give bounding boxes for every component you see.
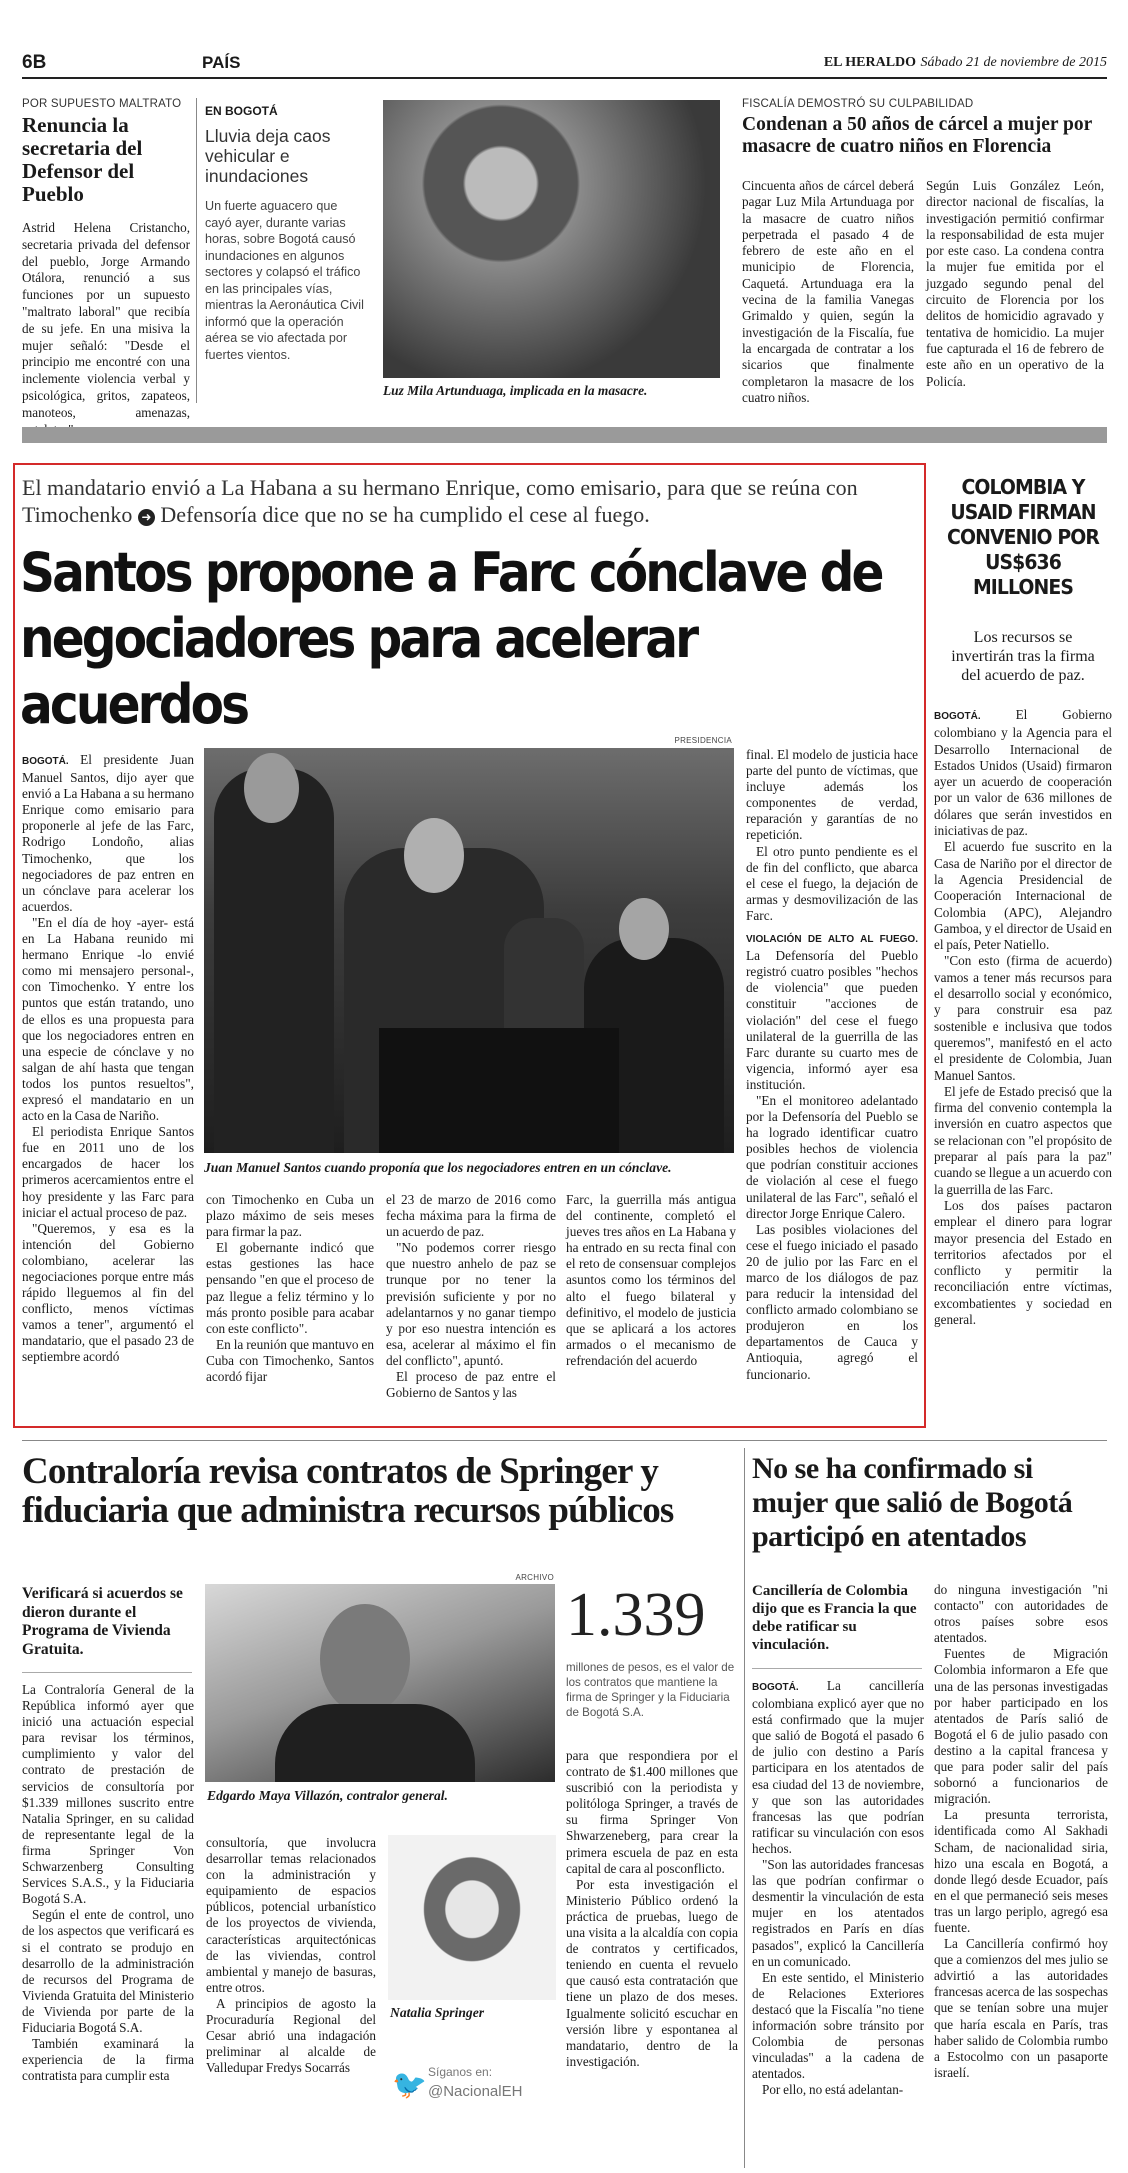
springer-col3 (566, 1748, 738, 2153)
bogota-title: Lluvia deja caos vehicular e inundaciones (205, 126, 331, 186)
paragraph: Según el ente de control, uno de los aspectos que verificará es si el contrato se produjo en desarrollo de la administración de recursos del Programa de Vivienda Gratuita del Ministerio de Vivienda por parte de la Fiduciaria Bogotá S.A. (22, 1907, 194, 2035)
main-headline: Santos propone a Farc cónclave de negociadores para acelerar acuerdos (20, 541, 882, 736)
mujer-col1 (752, 1678, 924, 2158)
maya-photo (205, 1584, 555, 1782)
paper-name: EL HERALDO (823, 55, 917, 70)
springer-deck: Verificará si acuerdos se dieron durante el Programa de Vivienda Gratuita. (22, 1585, 183, 1658)
paragraph: La Defensoría del Pueblo registró cuatro posibles "hechos de violencia" que pueden constituir "acciones de violación" del cese el fuego unilateral de la guerrilla de las Farc durante su cuarto mes de vigencia, informó ayer esa institución. (746, 948, 918, 1092)
paragraph: do ninguna investigación "ni contacto" con autoridades de otros países sobre esos atentados. (934, 1582, 1108, 1646)
luz-kicker: FISCALÍA DEMOSTRÓ SU CULPABILIDAD (742, 98, 974, 110)
maltrato-body: Astrid Helena Cristancho, secretaria privada del defensor del pueblo, Jorge Armando Otálora, renunció a sus funciones por un supuesto "maltrato laboral" que recibía de su jefe. En una misiva la mujer señaló: "Desde el principio me encontré con una inclemente violencia verbal y psicológica, gritos, zapateos, manoteos, amenazas, (22, 220, 190, 420)
social-label: Síganos en: (428, 2065, 493, 2079)
springer-caption: Natalia Springer (390, 2005, 485, 2020)
main-deck (22, 474, 922, 532)
luz-caption: Luz Mila Artunduaga, implicada en la masacre. (383, 383, 648, 398)
paragraph: El proceso de paz entre el Gobierno de Santos y las (386, 1369, 556, 1401)
social-follow[interactable] (386, 2063, 561, 2113)
paragraph: "En el día de hoy -ayer- está en La Habana reunido mi hermano Enrique -lo envié como mi mensajero personal-, con Timochenko. Y entre los puntos que están tratando, uno de ellos es una propuesta para que los negociadores entren en una especie de cónclave y no salgan de ahí hasta que tengan todos los puntos resueltos", expresó el mandatario en un acto en la Casa de Nariño. (22, 914, 194, 1124)
paragraph: La Contraloría General de la República informó ayer que inició una actuación especial para revisar los términos, cumplimiento y valor del contrato de prestación de servicios de consultoría por $1.339 millones suscrito entre Natalia Springer, en su calidad de representante legal de la firma Springer Von Schwarzenberg Consulting Services S.A.S., y la Fiduciaria Bogotá S.A. (22, 1682, 194, 1907)
paragraph: consultoría, que involucra desarrollar temas relacionados con la administración y equipamiento de espacios públicos, potencial urbanístico de los proyectos de vivienda, características arquitectónicas de las viviendas, control ambiental y manejo de basuras, entre otros. (206, 1835, 376, 1995)
mujer-deck: Cancillería de Colombia dijo que es Francia la que debe ratificar su vinculación. (752, 1583, 917, 1653)
bogota-kicker: EN BOGOTÁ (205, 104, 278, 118)
social-handle[interactable]: @NacionalEH (428, 2083, 523, 2100)
story-bogota (205, 104, 365, 404)
usaid-deck: Los recursos se invertirán tras la firma del acuerdo de paz. (951, 629, 1095, 684)
paragraph: "Queremos, y esa es la intención del Gobierno colombiano, acelerar las negociaciones porque entre más rápido lleguemos al fin del conflicto, menos víctimas vamos a tener", argumentó el mandatario, que el pasado 23 de septiembre acordó (22, 1220, 194, 1365)
springer-title: Contraloría revisa contratos de Springer y fiduciaria que administra recursos públicos (22, 1451, 674, 1531)
subhead-violacion: VIOLACIÓN DE ALTO AL FUEGO. (746, 934, 918, 946)
usaid-title: COLOMBIA Y USAID FIRMAN CONVENIO POR US$636 MILLONES (947, 475, 1099, 599)
paragraph: La presunta terrorista, identificada como Al Sakhadi Scham, de nacionalidad siria, hizo una escala en Bogotá, a donde llegó desde Ecuador, país en el que permaneció seis meses tras un largo periplo, agregó esa fuente. (934, 1807, 1108, 1935)
paragraph: final. El modelo de justicia hace parte del punto de víctimas, que incluye además los componentes de verdad, reparación y garantías de no repetición. (746, 747, 918, 843)
usaid-body (934, 707, 1112, 1328)
mujer-title: No se ha confirmado si mujer que salió de Bogotá participó en atentados (752, 1452, 1073, 1553)
paragraph: Los dos países pactaron emplear el dinero para lograr mayor presencia del Estado en territorios afectados por el conflicto y permitir la reconciliación entre víctimas, excombatientes y sociedad en general. (934, 1197, 1112, 1327)
paragraph: La cancillería colombiana explicó ayer que no está confirmado que la mujer que salió de Bogotá el pasado 6 de julio con destino a París participara en los atentados de esa ciudad del 13 de noviembre, y que son las autoridades francesas las que podrían ratificar su vinculación con esos hechos. (752, 1678, 924, 1856)
mujer-col2 (934, 1582, 1108, 2157)
mujer-dateline: BOGOTÁ. (752, 1682, 799, 1693)
paragraph: El periodista Enrique Santos fue en 2011 uno de los encargados de hacer los primeros acercamientos entre el hoy presidente y las Farc para iniciar el actual proceso de paz. (22, 1124, 194, 1220)
paragraph: Por ello, no está adelantan- (762, 2082, 904, 2098)
springer-photo (388, 1835, 556, 2000)
paragraph: Por esta investigación el Ministerio Público ordenó la práctica de pruebas, luego de una visita a la alcaldía con copia de contratos y certificados, teniendo en cuenta el revuelo que causó esta contratación que tiene un plazo de dos meses. Igualmente solicitó escuchar en versión libre y espontanea al mandatario, dentro de la investigación. (566, 1876, 738, 2069)
paragraph: El acuerdo fue suscrito en la Casa de Nariño por el director de la Agencia Presidencial de Cooperación Internacional de Colombia (APC), Alejandro Gamboa, y el director de Usaid en el país, Peter Natiello. (934, 839, 1112, 953)
main-col5 (746, 747, 918, 1417)
santos-caption: Juan Manuel Santos cuando proponía que los negociadores entren en un cónclave. (204, 1160, 672, 1175)
paragraph: Fuentes de Migración Colombia informaron a Efe que una de las personas investigadas por haber participado en los atentados de París salió de Bogotá el 6 de julio pasado con destino a la capital francesa y que para poder salir del país sobornó a funcionarios de migración. (934, 1646, 1108, 1807)
story-usaid (934, 475, 1112, 1430)
header-rule (22, 77, 1107, 79)
divider (752, 1668, 922, 1669)
divider (744, 1448, 745, 2168)
paragraph: El Gobierno colombiano y la Agencia para el Desarrollo Internacional de Estados Unidos (Usaid) firmaron ayer un acuerdo de cooperación por un valor de 636 millones de dólares que serán investidos en iniciativas de paz. (934, 707, 1113, 839)
paragraph: con Timochenko en Cuba un plazo máximo de seis meses para firmar la paz. (206, 1192, 374, 1240)
deck-text-a: El mandatario envió a La Habana a su hermano Enrique, como emisario, para que se reúna con Timochenko (22, 475, 858, 527)
paragraph: También examinará la experiencia de la firma contratista para cumplir esta (22, 2036, 194, 2084)
divider (196, 98, 197, 403)
luz-mila-photo (383, 100, 720, 378)
divider (22, 1440, 1107, 1441)
main-col2 (206, 1192, 374, 1417)
page-number: 6B (22, 52, 47, 73)
twitter-bird-icon: 🐦 (392, 2068, 427, 2101)
paragraph: En la reunión que mantuvo en Cuba con Timochenko, Santos acordó fijar (206, 1336, 374, 1385)
bignum-text: millones de pesos, es el valor de los contratos que mantiene la firma de Springer y la Fiduciaria de Bogotá S.A. (566, 1661, 735, 1719)
paragraph: "No podemos correr riesgo que nuestro anhelo de paz se trunque por no tener la previsión suficiente y por no adelantarnos y no ganar tiempo y por eso nuestra intención es esa, acelerar al máximo el fin del conflicto", apuntó. (386, 1240, 556, 1368)
arrow-circle-icon: ➜ (138, 509, 155, 526)
page-header (22, 50, 1107, 76)
paragraph: "En el monitoreo adelantado por la Defensoría del Pueblo se ha logrado identificar cuatro posibles hechos de violencia que podrían constituir acciones de violación al cese el fuego unilateral de las Farc", señaló el director Jorge Enrique Calero. (746, 1092, 918, 1221)
paragraph: "Con esto (firma de acuerdo) vamos a tener más recursos para el desarrollo social y económico, y para construir esa paz sostenible e inclusiva que todos queremos", manifestó en el acto el presidente de Colombia, Juan Manuel Santos. (934, 953, 1112, 1083)
maltrato-title: Renuncia la secretaria del Defensor del Pueblo (22, 113, 143, 206)
bogota-body: Un fuerte aguacero que cayó ayer, durante varias horas, sobre Bogotá causó inundaciones en algunos sectores y colapsó el tráfico en las principales vías, mientras la Aeronáutica Civil informó que la operación aérea se vio afectada por fuertes vientos. (205, 199, 364, 362)
luz-col2: Según Luis González León, director nacional de fiscalías, la investigación permitió confirmar la responsabilidad de esta mujer por este caso. La condena contra la mujer fue emitida por el juzgado segundo penal del circuito de Florencia por los delitos de homicidio agravado y tentativa de homicidio. La mujer fue capturada el 16 de febrero de este año en un operativo de la Policía. (926, 178, 1104, 389)
main-col1 (22, 752, 194, 1417)
luz-title: Condenan a 50 años de cárcel a mujer por masacre de cuatro niños en Florencia (742, 114, 1092, 157)
divider (22, 1672, 192, 1673)
santos-photo (204, 748, 734, 1153)
usaid-dateline: BOGOTÁ. (934, 711, 981, 722)
paragraph: El presidente Juan Manuel Santos, dijo ayer que envió a La Habana a su hermano Enrique como emisario para proponerle al jefe de las Farc, Rodrigo Londoño, alias Timochenko, que los negociadores de paz entren en un cónclave para acelerar los acuerdos. (22, 752, 194, 914)
deck-text-b: Defensoría dice que no se ha cumplido el cese al fuego. (160, 502, 650, 527)
photo-credit: PRESIDENCIA (674, 736, 732, 745)
paragraph: Las posibles violaciones del cese el fuego iniciado el pasado 20 de julio por las Farc en el marco de los diálogos de paz para reducir la intensidad del conflicto armado colombiano se produjeron en los departamentos de Cauca y Antioquia, agregó el funcionario. (746, 1221, 918, 1382)
paragraph: el 23 de marzo de 2016 como fecha máxima para la firma de un acuerdo de paz. (386, 1192, 556, 1240)
springer-credit: ARCHIVO (515, 1573, 554, 1582)
bignum: 1.339 (566, 1581, 706, 1649)
story-maltrato (22, 98, 190, 418)
section-name: PAÍS (202, 53, 241, 72)
paragraph: Farc, la guerrilla más antigua del continente, completó el jueves tres años en La Habana y ha entrado en su recta final con el reto de consensuar complejos asuntos como los términos del alto el fuego bilateral y definitivo, el modelo de justicia que se aplicará a los actores armados o el mecanismo de refrendación del acuerdo (566, 1192, 736, 1368)
maltrato-kicker: POR SUPUESTO MALTRATO (22, 98, 182, 110)
paragraph: El otro punto pendiente es el de fin del conflicto, que abarca el cese el fuego, la dejación de armas y desmovilización de las Farc. (746, 843, 918, 923)
luz-col1: Cincuenta años de cárcel deberá pagar Luz Mila Artunduaga por la masacre de cuatro niños perpetrada el pasado 4 de febrero de este año en el municipio de Florencia, Caquetá. Artunduaga era la vecina de la familia Vanegas Grimaldo y quien, según la investigación de la Fiscalía, fue la encargada de contratar a los sicarios que finalmente completaron la masacre de los cuatro niños. (742, 178, 914, 405)
story-luz (742, 98, 1107, 408)
main-col4 (566, 1192, 736, 1417)
paragraph: En este sentido, el Ministerio de Relaciones Exteriores destacó que la Fiscalía "no tiene información sobre tránsito por Colombia de personas vinculadas" a la cadena de atentados. (752, 1969, 924, 2082)
paragraph: A principios de agosto la Procuraduría Regional del Cesar abrió una indagación preliminar al alcalde de Valledupar Fredys Socarrás (206, 1995, 376, 2076)
masthead-date (824, 54, 1107, 71)
springer-col2 (206, 1835, 376, 2155)
paragraph: "Son las autoridades francesas las que podrían confirmar o desmentir la vinculación de esta mujer en los atentados registrados en París en días pasados", explicó la Cancillería en un comunicado. (752, 1857, 924, 1969)
paragraph: El gobernante indicó que estas gestiones las hace pensando "en que el proceso de paz llegue a feliz término y lo más pronto posible para acabar con este conflicto". (206, 1240, 374, 1336)
maya-caption: Edgardo Maya Villazón, contralor general. (207, 1788, 448, 1803)
paragraph: La Cancillería confirmó hoy que a comienzos del mes julio se advirtió a las autoridades francesas acerca de las sospechas que se tenían sobre una mujer que haría escala en París, tras haber salido de Colombia rumbo a Estocolmo con un pasaporte israelí. (934, 1936, 1108, 2080)
paragraph: para que respondiera por el contrato de $1.400 millones que suscribió con la periodista y politóloga Springer, a través de su firma Springer Von Shwarzeneberg, para crear la primera escuela de paz en esta capital de cara al posconflicto. (566, 1748, 738, 1876)
main-dateline: BOGOTÁ. (22, 756, 69, 767)
issue-date: Sábado 21 de noviembre de 2015 (920, 55, 1107, 70)
section-band (22, 427, 1107, 443)
main-col3 (386, 1192, 556, 1417)
springer-col1 (22, 1682, 194, 2152)
paragraph: El jefe de Estado precisó que la firma del convenio contempla la inversión en cuatro aspectos que se relacionan con "el propósito de preparar al país para la paz" cuando se llegue a un acuerdo con la guerrilla de las Farc. (934, 1083, 1112, 1197)
